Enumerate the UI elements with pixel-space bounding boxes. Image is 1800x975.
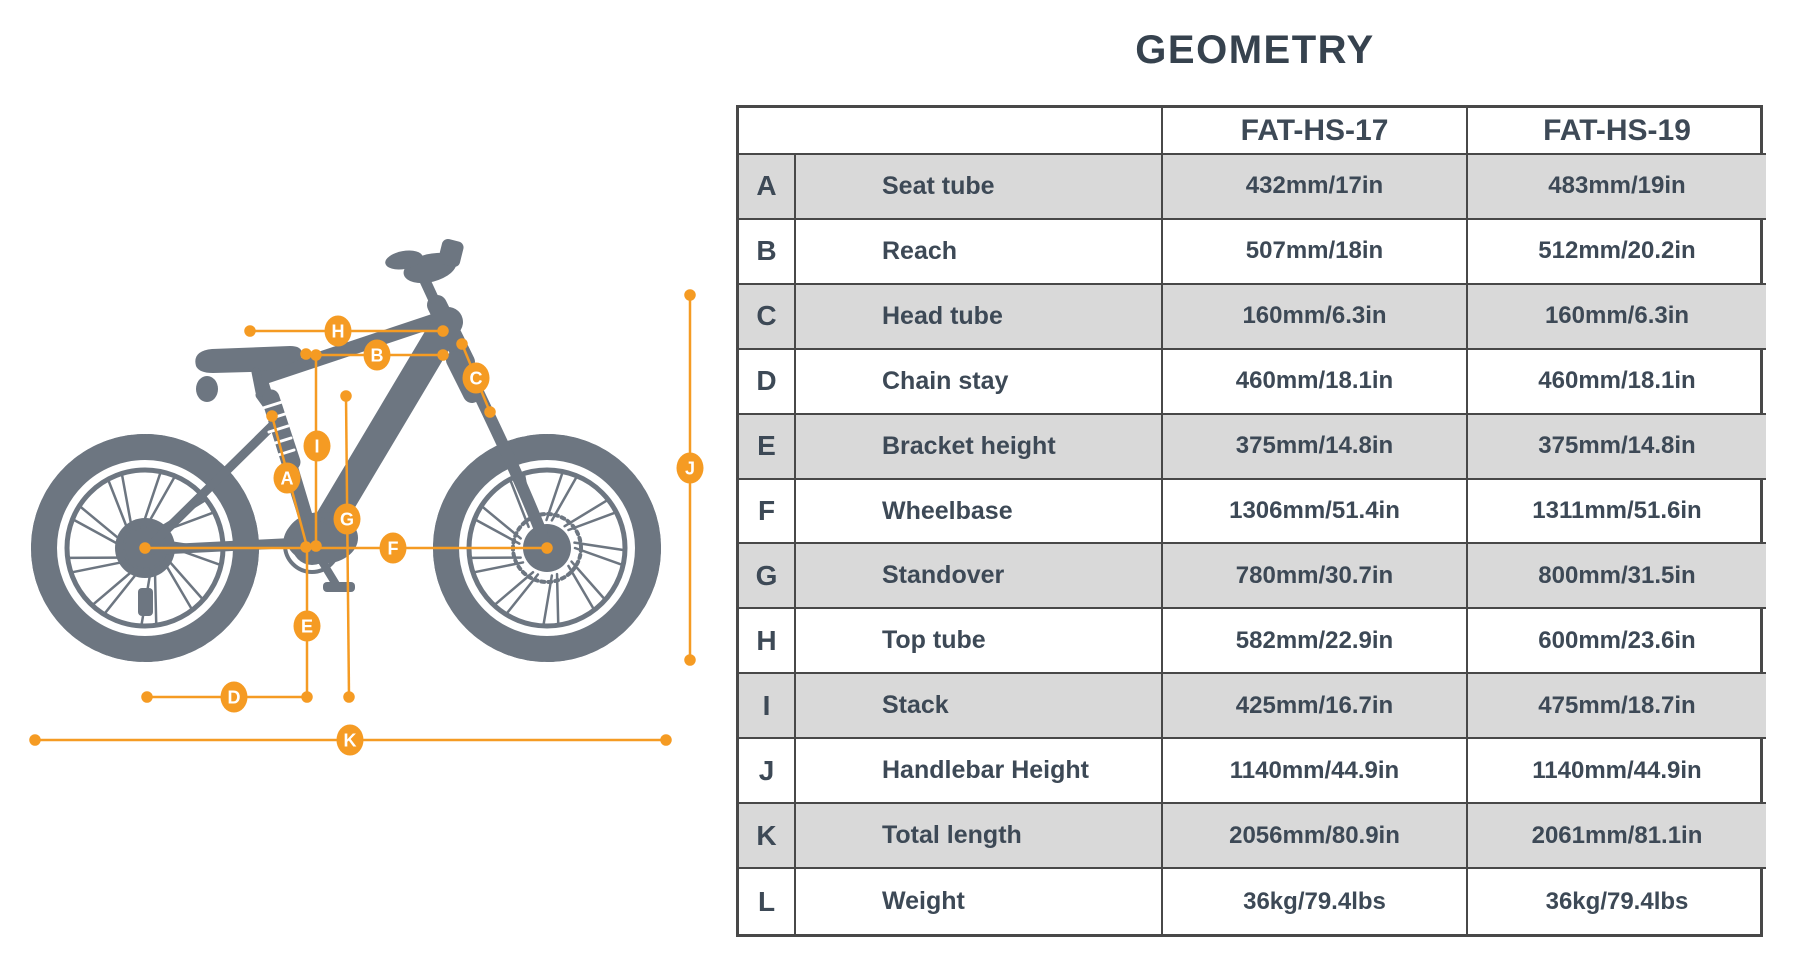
row-label: Total length [796,804,1163,869]
row-label: Stack [796,674,1163,739]
row-value-fat-hs-17: 1306mm/51.4in [1163,480,1468,545]
row-value-fat-hs-19: 600mm/23.6in [1468,609,1766,674]
badge-B [364,340,391,371]
column-header-fat-hs-19: FAT-HS-19 [1468,108,1766,155]
row-label: Standover [796,544,1163,609]
row-value-fat-hs-19: 512mm/20.2in [1468,220,1766,285]
row-label: Bracket height [796,415,1163,480]
row-value-fat-hs-19: 475mm/18.7in [1468,674,1766,739]
row-label: Seat tube [796,155,1163,220]
row-letter: C [739,285,796,350]
row-value-fat-hs-17: 36kg/79.4lbs [1163,869,1468,934]
geometry-table [736,105,1763,937]
row-value-fat-hs-17: 2056mm/80.9in [1163,804,1468,869]
row-value-fat-hs-19: 2061mm/81.1in [1468,804,1766,869]
row-label: Weight [796,869,1163,934]
badge-letter: C [469,368,483,389]
row-letter: G [739,544,796,609]
bike-geometry-diagram [0,0,720,975]
badge-A [274,463,301,494]
row-letter: K [739,804,796,869]
row-label: Head tube [796,285,1163,350]
row-letter: A [739,155,796,220]
badge-letter: H [331,321,345,342]
row-value-fat-hs-19: 1311mm/51.6in [1468,480,1766,545]
row-value-fat-hs-19: 1140mm/44.9in [1468,739,1766,804]
row-value-fat-hs-19: 800mm/31.5in [1468,544,1766,609]
page-title: GEOMETRY [1135,28,1375,72]
row-value-fat-hs-17: 425mm/16.7in [1163,674,1468,739]
badge-H [325,316,352,347]
badge-D [221,682,248,713]
row-letter: H [739,609,796,674]
badge-letter: E [300,616,314,637]
badge-I [304,431,331,462]
column-header-fat-hs-17: FAT-HS-17 [1163,108,1468,155]
row-letter: B [739,220,796,285]
row-value-fat-hs-17: 507mm/18in [1163,220,1468,285]
row-letter: I [739,674,796,739]
row-value-fat-hs-17: 375mm/14.8in [1163,415,1468,480]
row-letter: L [739,869,796,934]
badge-G [334,504,361,535]
row-value-fat-hs-17: 780mm/30.7in [1163,544,1468,609]
row-letter: E [739,415,796,480]
badge-J [677,453,704,484]
badge-letter: D [227,687,241,708]
badge-letter: G [339,509,355,530]
row-letter: F [739,480,796,545]
badge-C [463,363,490,394]
row-label: Top tube [796,609,1163,674]
row-label: Wheelbase [796,480,1163,545]
row-value-fat-hs-19: 460mm/18.1in [1468,350,1766,415]
badge-F [380,533,407,564]
row-value-fat-hs-19: 375mm/14.8in [1468,415,1766,480]
row-value-fat-hs-17: 160mm/6.3in [1163,285,1468,350]
row-label: Chain stay [796,350,1163,415]
row-value-fat-hs-19: 160mm/6.3in [1468,285,1766,350]
row-letter: J [739,739,796,804]
row-value-fat-hs-17: 432mm/17in [1163,155,1468,220]
badge-E [294,611,321,642]
row-value-fat-hs-19: 36kg/79.4lbs [1545,887,1689,915]
row-letter: D [739,350,796,415]
row-value-fat-hs-19: 483mm/19in [1468,155,1766,220]
badge-letter: F [387,538,399,559]
header-blank-cell [739,108,1163,155]
badge-letter: B [370,345,384,366]
row-label: Reach [796,220,1163,285]
row-value-fat-hs-17: 1140mm/44.9in [1163,739,1468,804]
row-value-fat-hs-17: 460mm/18.1in [1163,350,1468,415]
row-value-fat-hs-17: 582mm/22.9in [1163,609,1468,674]
badge-letter: K [343,730,357,751]
badge-letter: I [314,436,320,457]
badge-K [337,725,364,756]
badge-letter: J [684,458,696,479]
badge-letter: A [280,468,294,489]
row-label: Handlebar Height [796,739,1163,804]
